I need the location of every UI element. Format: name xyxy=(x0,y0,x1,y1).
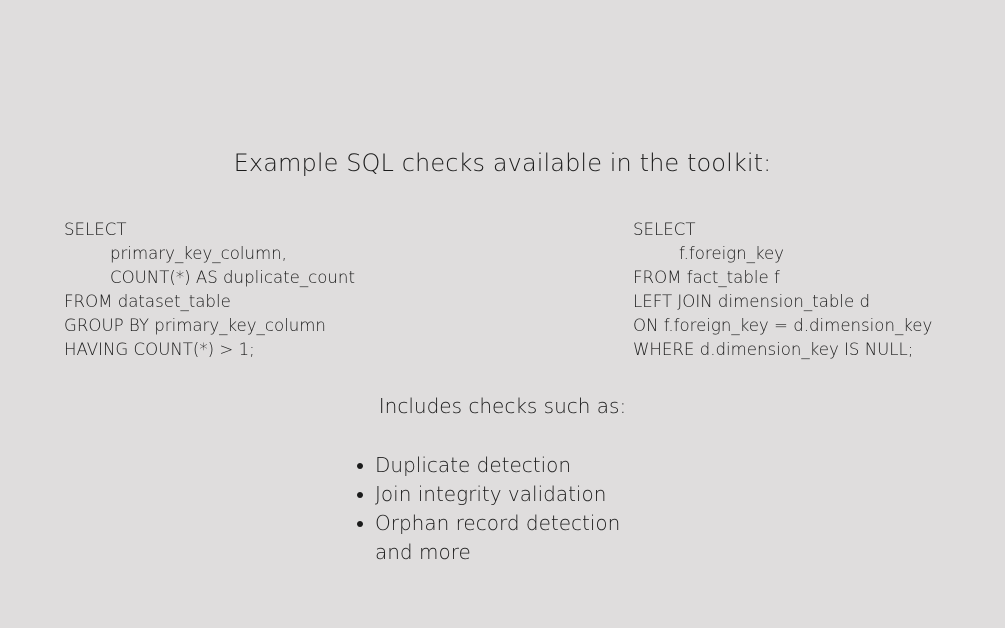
list-continuation: and more xyxy=(375,540,471,564)
list-item xyxy=(375,480,620,509)
sql-line: HAVING COUNT(*) > 1; xyxy=(64,340,255,359)
list-item-label: Orphan record detection xyxy=(375,511,621,535)
list-item xyxy=(375,451,620,480)
bullet-icon xyxy=(357,492,363,498)
includes-heading: Includes checks such as: xyxy=(378,394,627,418)
sql-line: FROM fact_table f xyxy=(633,268,780,287)
bullet-icon xyxy=(357,463,363,469)
sql-line: WHERE d.dimension_key IS NULL; xyxy=(633,340,914,359)
bullet-icon xyxy=(357,521,363,527)
sql-line: SELECT xyxy=(64,220,127,239)
page-title: Example SQL checks available in the toolkit: xyxy=(233,149,772,177)
list-item xyxy=(375,509,620,538)
list-item-label: Join integrity validation xyxy=(375,482,607,506)
sql-line: primary_key_column, xyxy=(110,244,287,263)
sql-line: SELECT xyxy=(633,220,696,239)
sql-line: f.foreign_key xyxy=(679,244,784,263)
sql-line: FROM dataset_table xyxy=(64,292,231,311)
list-item-label: Duplicate detection xyxy=(375,453,572,477)
sql-example-duplicates xyxy=(64,218,355,362)
sql-example-orphans xyxy=(633,218,932,362)
sql-line: ON f.foreign_key = d.dimension_key xyxy=(633,316,933,335)
sql-line: LEFT JOIN dimension_table d xyxy=(633,292,871,311)
sql-line: COUNT(*) AS duplicate_count xyxy=(110,268,355,287)
sql-line: GROUP BY primary_key_column xyxy=(64,316,326,335)
check-list xyxy=(375,451,620,538)
